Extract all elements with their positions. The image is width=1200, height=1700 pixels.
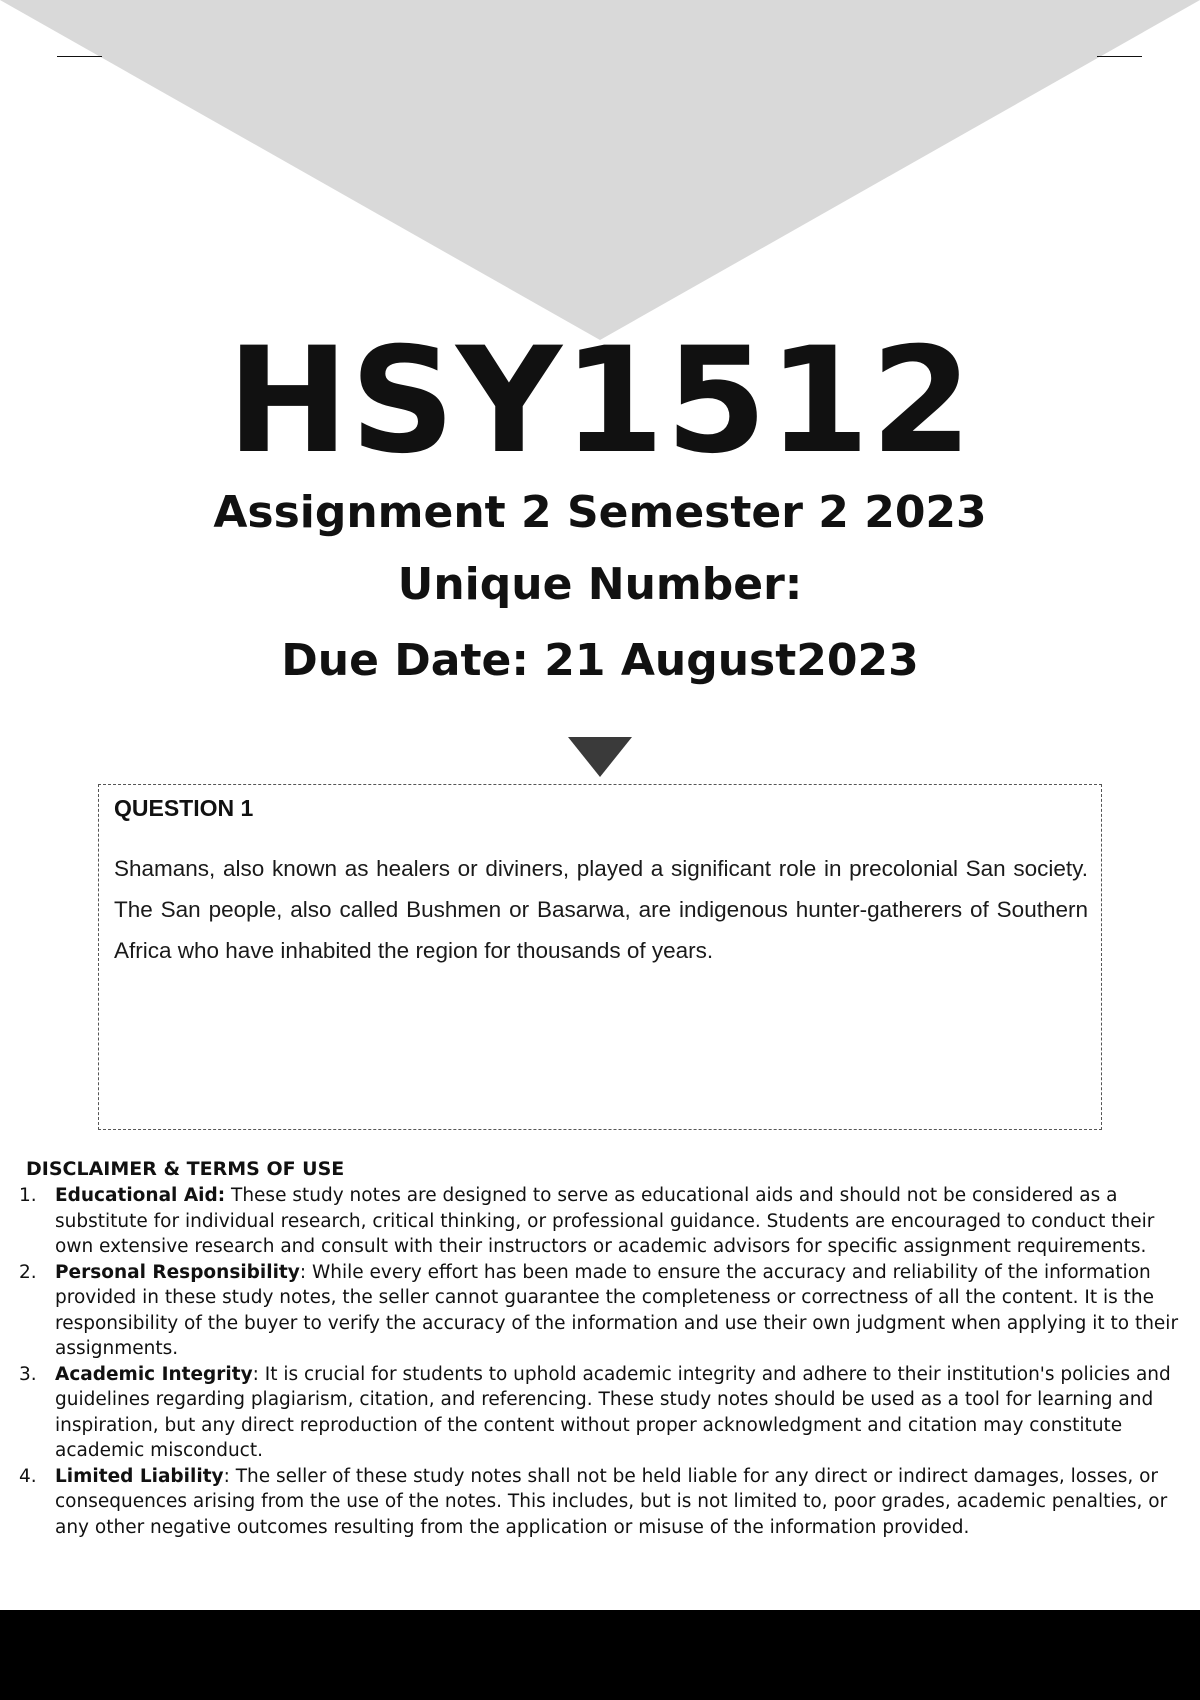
disclaimer-heading: DISCLAIMER & TERMS OF USE: [26, 1158, 345, 1180]
disclaimer-item-text: : It is crucial for students to uphold academic integrity and adhere to their institution's policies and guidelines regarding plagiarism, citation, and referencing. These study notes should be used as a tool for learning and inspiration, but any direct reproduction of the content without proper acknowledgment and citation may constitute academic misconduct.: [55, 1363, 1171, 1461]
course-code-title: HSY1512: [226, 316, 974, 486]
disclaimer-item-text: These study notes are designed to serve as educational aids and should not be considered as a substitute for individual research, critical thinking, or professional guidance. Students are encouraged to conduct their own extensive research and consult with their instructors or academic advisors for specific assignment requirements.: [55, 1185, 1155, 1257]
disclaimer-item-number: 1.: [19, 1185, 37, 1206]
disclaimer-item-title: Educational Aid:: [55, 1185, 226, 1206]
assignment-subtitle: Assignment 2 Semester 2 2023: [213, 487, 987, 538]
disclaimer-item-text: : The seller of these study notes shall not be held liable for any direct or indirect damages, losses, or consequences arising from the use of the notes. This includes, but is not limited to, poor grades, academic penalties, or any other negative outcomes resulting from the application or misuse of the information provided.: [55, 1465, 1168, 1538]
question-box: [98, 784, 1102, 1130]
disclaimer-item-text: : While every effort has been made to ensure the accuracy and reliability of the information provided in these study notes, the seller cannot guarantee the completeness or correctness of all the content. It is the responsibility of the buyer to verify the accuracy of the information and use their own judgment when applying it to their assignments.: [55, 1261, 1179, 1359]
question-heading: QUESTION 1: [114, 795, 254, 821]
disclaimer-item-number: 2.: [19, 1261, 37, 1283]
disclaimer-item-limited-liability: [16, 1464, 1188, 1541]
disclaimer-item-title: Limited Liability: [55, 1465, 224, 1487]
footer-bar: [0, 1610, 1200, 1700]
due-date-label: Due Date: 21 August2023: [281, 635, 919, 686]
disclaimer-item-number: 4.: [19, 1465, 37, 1487]
top-right-rule: [1097, 56, 1142, 57]
disclaimer-list: [16, 1183, 1188, 1540]
unique-number-label: Unique Number:: [397, 559, 803, 610]
disclaimer-item-personal-responsibility: [16, 1260, 1188, 1362]
disclaimer-item-title: Academic Integrity: [55, 1363, 253, 1385]
disclaimer-item-educational-aid: [16, 1183, 1188, 1260]
chevron-banner: [0, 0, 1200, 340]
disclaimer-item-title: Personal Responsibility: [55, 1261, 300, 1283]
question-body: Shamans, also known as healers or diviners, played a significant role in precolonial San society. The San people, also called Bushmen or Basarwa, are indigenous hunter-gatherers of Southern Africa who have inhabited the region for thousands of years.: [114, 856, 1088, 963]
down-triangle-icon: [568, 737, 632, 777]
top-left-rule: [57, 56, 102, 57]
disclaimer-item-number: 3.: [19, 1363, 37, 1385]
chevron-banner-shape: [0, 0, 1200, 340]
disclaimer-item-academic-integrity: [16, 1362, 1188, 1464]
